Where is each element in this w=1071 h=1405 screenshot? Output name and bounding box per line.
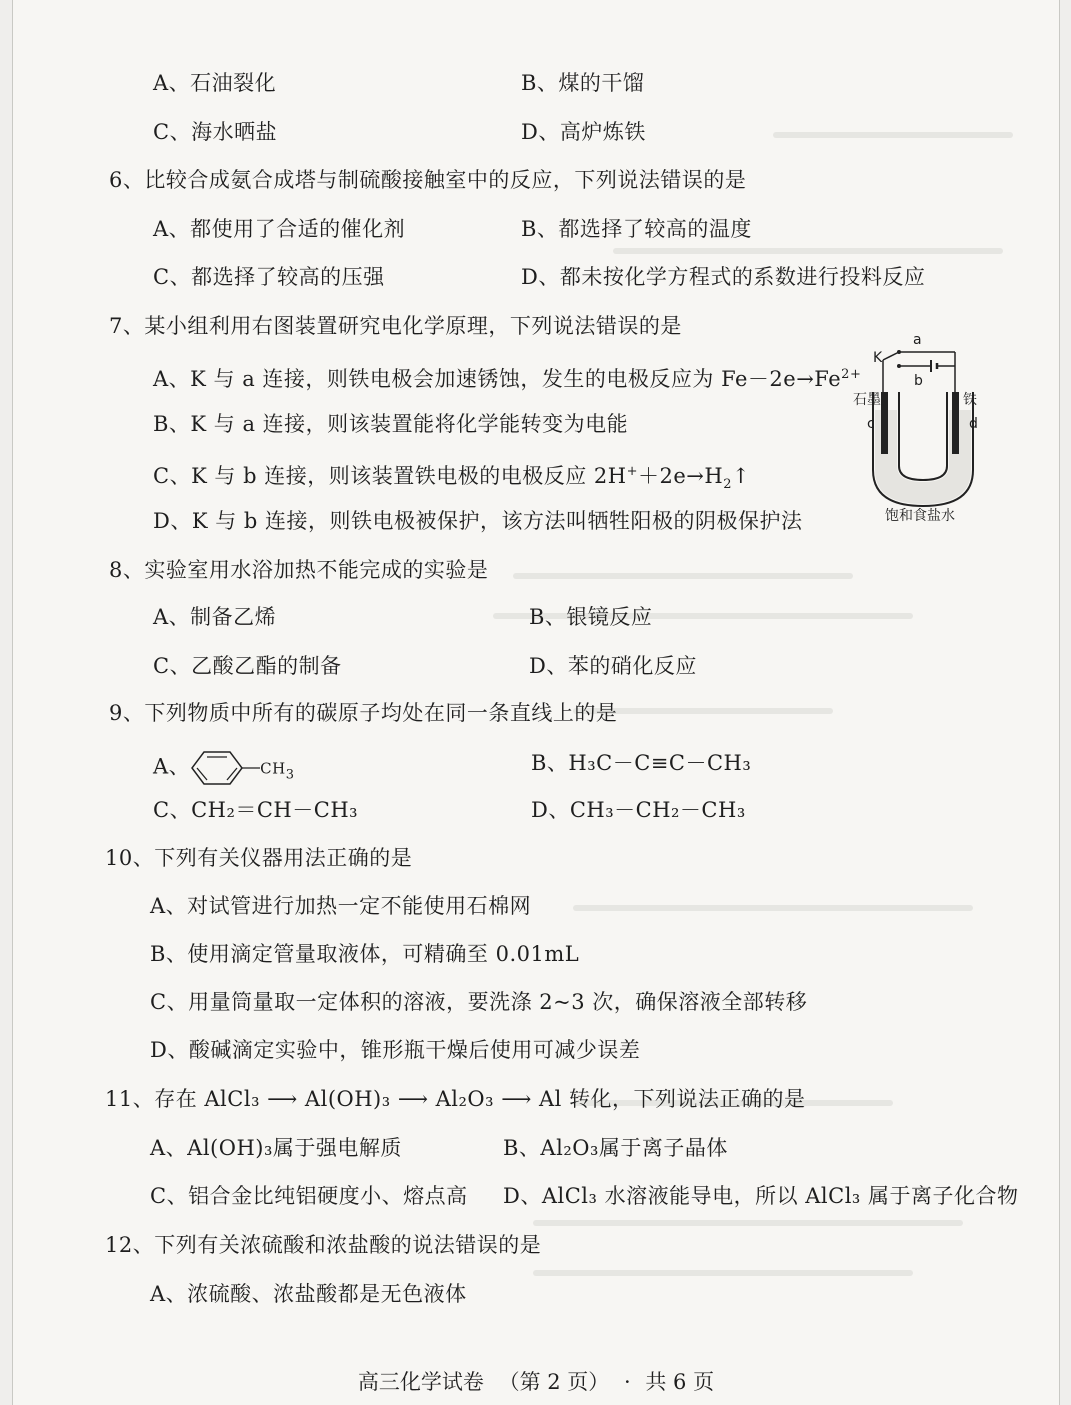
bleed-through-mark bbox=[533, 1220, 963, 1226]
q8-option-b: B、银镜反应 bbox=[529, 605, 653, 629]
q6-option-c: C、都选择了较高的压强 bbox=[153, 265, 385, 289]
q7-option-a-text: A、K 与 a 连接，则铁电极会加速锈蚀，发生的电极反应为 Fe－2e→Fe bbox=[153, 367, 842, 391]
electrochemical-cell-diagram bbox=[853, 330, 989, 524]
q5-option-a: A、石油裂化 bbox=[153, 71, 277, 95]
q6-option-d: D、都未按化学方程式的系数进行投料反应 bbox=[521, 265, 926, 289]
diagram-label-solution: 饱和食盐水 bbox=[885, 508, 955, 524]
bleed-through-mark bbox=[613, 248, 1003, 254]
q7-stem: 7、某小组利用右图装置研究电化学原理，下列说法错误的是 bbox=[109, 314, 682, 338]
q9-stem: 9、下列物质中所有的碳原子均处在同一条直线上的是 bbox=[109, 701, 618, 725]
q7-option-c-mid: ＋2e→H bbox=[637, 464, 724, 488]
q5-option-d: D、高炉炼铁 bbox=[521, 120, 646, 144]
q7-option-a bbox=[153, 362, 861, 392]
q10-option-b: B、使用滴定管量取液体，可精确至 0.01mL bbox=[150, 942, 580, 966]
q11-option-d: D、AlCl₃ 水溶液能导电，所以 AlCl₃ 属于离子化合物 bbox=[503, 1184, 1019, 1208]
bleed-through-mark bbox=[773, 132, 1013, 138]
q10-option-d: D、酸碱滴定实验中，锥形瓶干燥后使用可减少误差 bbox=[150, 1038, 641, 1062]
q9-option-b: B、H₃C－C≡C－CH₃ bbox=[531, 751, 752, 775]
bleed-through-mark bbox=[533, 1270, 913, 1276]
footer-separator: · bbox=[624, 1370, 631, 1394]
q10-option-a: A、对试管进行加热一定不能使用石棉网 bbox=[150, 894, 532, 918]
q10-option-c: C、用量筒量取一定体积的溶液，要洗涤 2~3 次，确保溶液全部转移 bbox=[150, 990, 808, 1014]
q11-option-c: C、铝合金比纯铝硬度小、熔点高 bbox=[150, 1184, 468, 1208]
q7-option-c-subscript: 2 bbox=[723, 477, 732, 493]
page-footer bbox=[13, 1366, 1059, 1396]
q7-option-c-charge: + bbox=[626, 464, 638, 479]
q7-option-c bbox=[153, 459, 750, 498]
q10-stem: 10、下列有关仪器用法正确的是 bbox=[105, 846, 413, 870]
q5-option-b: B、煤的干馏 bbox=[521, 71, 645, 95]
diagram-label-c: c bbox=[867, 416, 875, 432]
q9-option-c: C、CH₂＝CH－CH₃ bbox=[153, 798, 359, 822]
q9-option-d: D、CH₃－CH₂－CH₃ bbox=[531, 798, 746, 822]
exam-page bbox=[12, 0, 1060, 1405]
q8-option-a: A、制备乙烯 bbox=[153, 605, 277, 629]
diagram-label-b: b bbox=[914, 373, 923, 389]
q6-stem: 6、比较合成氨合成塔与制硫酸接触室中的反应，下列说法错误的是 bbox=[109, 168, 747, 192]
footer-title: 高三化学试卷 bbox=[357, 1370, 484, 1394]
q9-option-a-methyl: CH bbox=[260, 759, 286, 778]
bleed-through-mark bbox=[513, 573, 853, 579]
q7-option-c-arrow: ↑ bbox=[731, 464, 751, 488]
q9-option-a-methyl-sub: 3 bbox=[285, 767, 295, 783]
q11-option-a: A、Al(OH)₃属于强电解质 bbox=[150, 1136, 402, 1160]
diagram-label-d: d bbox=[969, 416, 978, 432]
q7-option-b: B、K 与 a 连接，则该装置能将化学能转变为电能 bbox=[153, 412, 629, 436]
bleed-through-mark bbox=[573, 905, 973, 911]
q12-option-a: A、浓硫酸、浓盐酸都是无色液体 bbox=[150, 1282, 467, 1306]
footer-page-number: （第 2 页） bbox=[498, 1370, 610, 1394]
footer-total-pages: 共 6 页 bbox=[645, 1370, 715, 1394]
q5-option-c: C、海水晒盐 bbox=[153, 120, 278, 144]
diagram-label-a: a bbox=[913, 332, 922, 348]
q11-option-b: B、Al₂O₃属于离子晶体 bbox=[503, 1136, 728, 1160]
q7-option-d: D、K 与 b 连接，则铁电极被保护，该方法叫牺牲阳极的阴极保护法 bbox=[153, 509, 803, 533]
q6-option-a: A、都使用了合适的催化剂 bbox=[153, 217, 406, 241]
q8-option-d: D、苯的硝化反应 bbox=[529, 654, 697, 678]
toluene-structure-icon bbox=[190, 748, 260, 788]
q7-option-c-text: C、K 与 b 连接，则该装置铁电极的电极反应 2H bbox=[153, 464, 627, 488]
q9-option-a-label: A、 bbox=[153, 754, 191, 779]
q12-stem: 12、下列有关浓硫酸和浓盐酸的说法错误的是 bbox=[105, 1233, 542, 1257]
q6-option-b: B、都选择了较高的温度 bbox=[521, 217, 752, 241]
diagram-label-k: K bbox=[873, 350, 883, 366]
q9-option-a bbox=[153, 748, 295, 789]
diagram-label-iron: 铁 bbox=[963, 392, 977, 408]
q7-option-a-charge: 2+ bbox=[841, 367, 862, 382]
diagram-label-graphite: 石墨 bbox=[853, 392, 881, 408]
q8-option-c: C、乙酸乙酯的制备 bbox=[153, 654, 342, 678]
q8-stem: 8、实验室用水浴加热不能完成的实验是 bbox=[109, 558, 489, 582]
q11-stem: 11、存在 AlCl₃ ⟶ Al(OH)₃ ⟶ Al₂O₃ ⟶ Al 转化，下列说法正确的是 bbox=[105, 1087, 806, 1111]
